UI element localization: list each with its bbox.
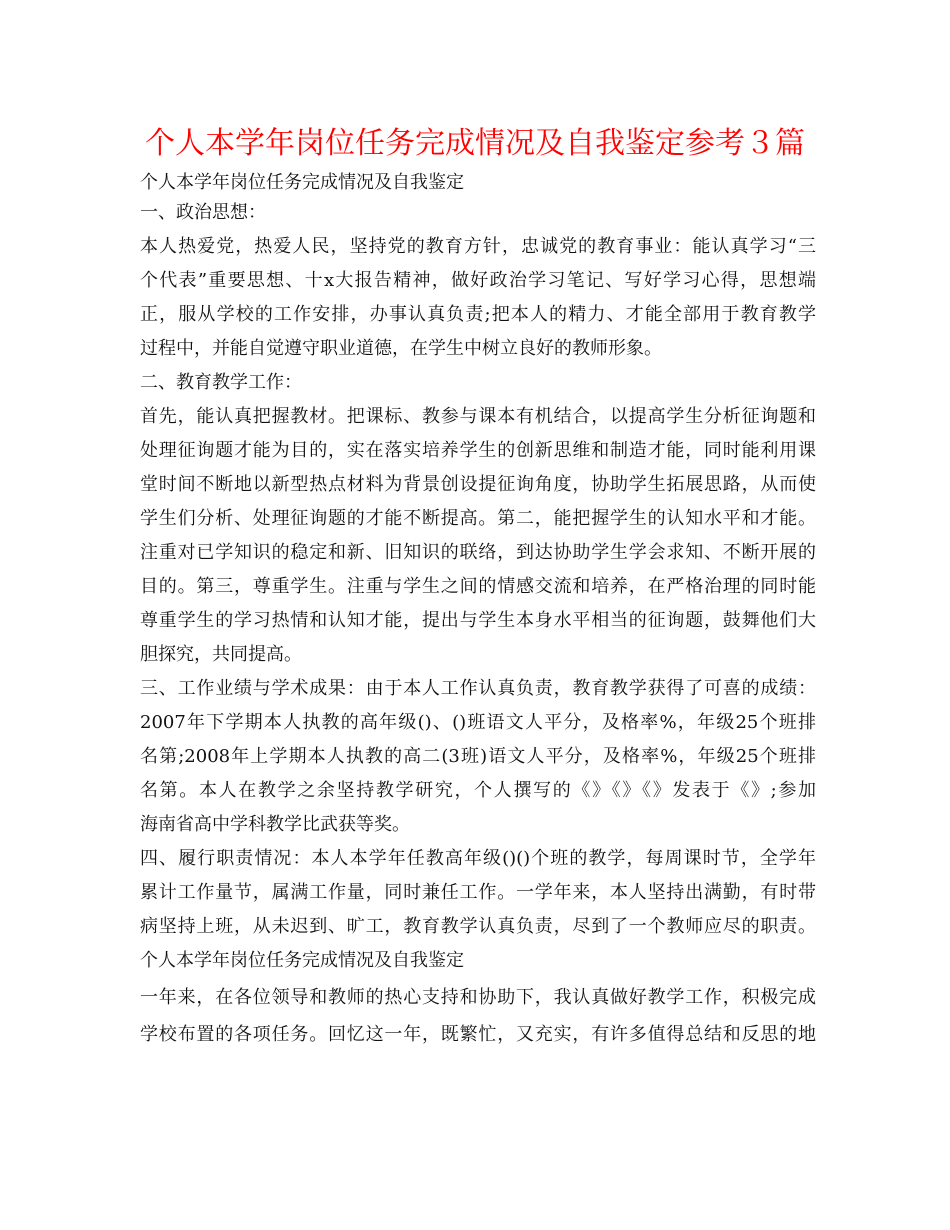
paragraph-line: 一年来，在各位领导和教师的热心支持和协助下，我认真做好教学工作，积极完成: [140, 987, 816, 1008]
paragraph-line: 本人热爱党，热爱人民，坚持党的教育方针，忠诚党的教育事业：能认真学习“三: [140, 236, 816, 257]
section-heading: 个人本学年岗位任务完成情况及自我鉴定: [140, 172, 464, 193]
section-heading: 一、政治思想：: [140, 202, 266, 223]
paragraph-line: 胆探究，共同提高。: [140, 644, 302, 665]
section-heading: 个人本学年岗位任务完成情况及自我鉴定: [140, 950, 464, 971]
paragraph-line: 处理征询题才能为目的，实在落实培养学生的创新思维和制造才能，同时能利用课: [140, 440, 816, 461]
paragraph-line: 尊重学生的学习热情和认知才能，提出与学生本身水平相当的征询题，鼓舞他们大: [140, 610, 816, 631]
paragraph-line: 2007年下学期本人执教的高年级()、()班语文人平分，及格率%，年级25个班排: [140, 712, 816, 733]
paragraph-line: 首先，能认真把握教材。把课标、教参与课本有机结合，以提高学生分析征询题和: [140, 406, 816, 427]
document-body: [140, 169, 816, 1052]
paragraph-line: 过程中，并能自觉遵守职业道德，在学生中树立良好的教师形象。: [140, 338, 662, 359]
paragraph-line: 注重对已学知识的稳定和新、旧知识的联络，到达协助学生学会求知、不断开展的: [140, 542, 816, 563]
section-heading: 二、教育教学工作：: [140, 372, 302, 393]
paragraph-line: 名第。本人在教学之余坚持教学研究，个人撰写的《》《》《》发表于《》;参加: [140, 780, 816, 801]
paragraph-line: 海南省高中学科教学比武获等奖。: [140, 814, 410, 835]
paragraph-line: 累计工作量节，属满工作量，同时兼任工作。一学年来，本人坚持出满勤，有时带: [140, 882, 816, 903]
paragraph-line: 正，服从学校的工作安排，办事认真负责;把本人的精力、才能全部用于教育教学: [140, 304, 816, 325]
paragraph-line: 病坚持上班，从未迟到、旷工，教育教学认真负责，尽到了一个教师应尽的职责。: [140, 916, 816, 937]
paragraph-line: 学生们分析、处理征询题的才能不断提高。第二，能把握学生的认知水平和才能。: [140, 508, 816, 529]
paragraph-line: 堂时间不断地以新型热点材料为背景创设提征询角度，协助学生拓展思路，从而使: [140, 474, 816, 495]
paragraph-line: 名第;2008年上学期本人执教的高二(3班)语文人平分，及格率%，年级25个班排: [140, 746, 816, 767]
paragraph-line: 个代表”重要思想、十x大报告精神，做好政治学习笔记、写好学习心得，思想端: [140, 270, 816, 291]
section-heading: 三、工作业绩与学术成果：由于本人工作认真负责，教育教学获得了可喜的成绩：: [140, 678, 816, 699]
document-title: 个人本学年岗位任务完成情况及自我鉴定参考３篇: [145, 126, 805, 161]
paragraph-line: 学校布置的各项任务。回忆这一年，既繁忙，又充实，有许多值得总结和反思的地: [140, 1024, 816, 1045]
paragraph-line: 目的。第三，尊重学生。注重与学生之间的情感交流和培养，在严格治理的同时能: [140, 576, 816, 597]
section-heading: 四、履行职责情况：本人本学年任教高年级()()个班的教学，每周课时节，全学年: [140, 848, 816, 869]
